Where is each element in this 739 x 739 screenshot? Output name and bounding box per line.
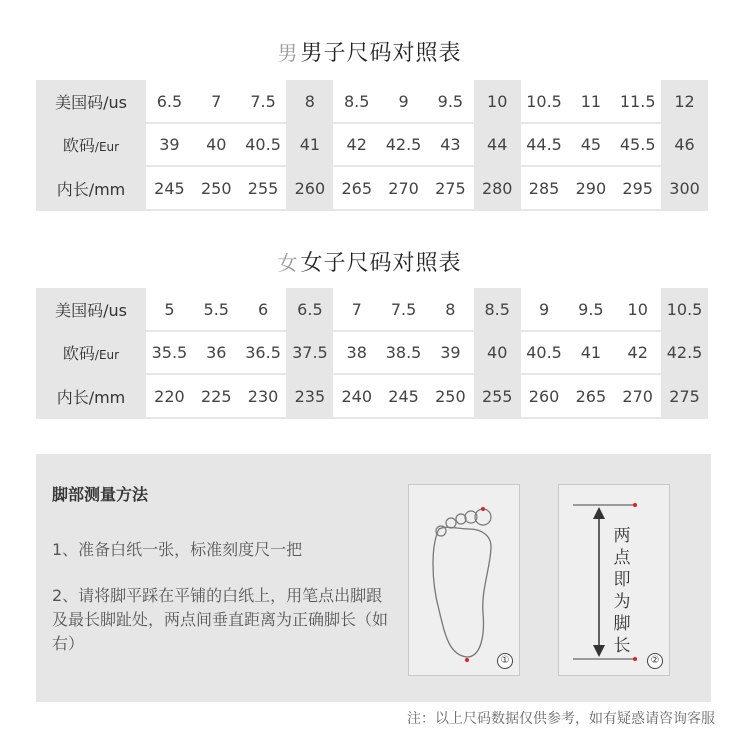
foot-outline-panel bbox=[408, 484, 520, 676]
size-cell: 42 bbox=[614, 331, 661, 374]
size-cell: 255 bbox=[240, 166, 287, 210]
row-label-text: 欧码 bbox=[62, 344, 95, 363]
foot-measure-section bbox=[36, 454, 711, 702]
size-cell: 42.5 bbox=[380, 123, 427, 166]
size-cell: 41 bbox=[567, 331, 614, 374]
measure-heading: 脚部测量方法 bbox=[52, 485, 149, 504]
size-cell: 5 bbox=[146, 288, 193, 331]
women-title-text: 女子尺码对照表 bbox=[300, 251, 462, 276]
size-cell: 5.5 bbox=[193, 288, 240, 331]
size-cell: 295 bbox=[614, 166, 661, 210]
size-cell: 40.5 bbox=[521, 331, 568, 374]
size-cell: 230 bbox=[240, 374, 287, 418]
row-label-text: 欧码 bbox=[62, 136, 95, 155]
title-strike-prefix: 女 bbox=[277, 251, 299, 275]
row-label-unit: /Eur bbox=[94, 140, 120, 154]
size-cell: 37.5 bbox=[286, 331, 333, 374]
size-cell: 260 bbox=[286, 166, 333, 210]
size-cell: 9 bbox=[521, 288, 568, 331]
size-cell: 225 bbox=[193, 374, 240, 418]
size-cell: 43 bbox=[427, 123, 474, 166]
table-row bbox=[36, 288, 708, 331]
size-cell: 11.5 bbox=[614, 80, 661, 123]
size-cell: 250 bbox=[427, 374, 474, 418]
women-size-table bbox=[36, 288, 708, 419]
disclaimer-note: 注：以上尺码数据仅供参考，如有疑惑请咨询客服 bbox=[407, 711, 715, 727]
table-row bbox=[36, 166, 708, 210]
row-label-text: 美国码/us bbox=[55, 300, 127, 320]
size-cell: 270 bbox=[614, 374, 661, 418]
size-cell: 36 bbox=[193, 331, 240, 374]
size-cell: 39 bbox=[146, 123, 193, 166]
size-cell: 10 bbox=[614, 288, 661, 331]
size-cell: 270 bbox=[380, 166, 427, 210]
foot-outline-icon bbox=[409, 485, 519, 675]
size-cell: 245 bbox=[380, 374, 427, 418]
size-cell: 8 bbox=[286, 80, 333, 123]
row-label bbox=[36, 288, 146, 331]
size-cell: 9.5 bbox=[567, 288, 614, 331]
size-cell: 290 bbox=[567, 166, 614, 210]
size-cell: 265 bbox=[567, 374, 614, 418]
size-cell: 45.5 bbox=[614, 123, 661, 166]
size-cell: 220 bbox=[146, 374, 193, 418]
size-cell: 7 bbox=[193, 80, 240, 123]
size-cell: 36.5 bbox=[240, 331, 287, 374]
panel-number-badge: ② bbox=[647, 653, 663, 669]
size-cell: 6.5 bbox=[286, 288, 333, 331]
size-cell: 42.5 bbox=[661, 331, 708, 374]
size-cell: 6 bbox=[240, 288, 287, 331]
foot-length-panel bbox=[558, 484, 670, 676]
size-cell: 44 bbox=[474, 123, 521, 166]
size-cell: 11 bbox=[567, 80, 614, 123]
size-cell: 9.5 bbox=[427, 80, 474, 123]
table-row bbox=[36, 374, 708, 418]
size-cell: 35.5 bbox=[146, 331, 193, 374]
women-size-chart-title bbox=[0, 246, 739, 277]
size-cell: 42 bbox=[333, 123, 380, 166]
size-cell: 8.5 bbox=[474, 288, 521, 331]
men-title-text: 男子尺码对照表 bbox=[300, 41, 462, 66]
size-cell: 40 bbox=[474, 331, 521, 374]
size-cell: 38.5 bbox=[380, 331, 427, 374]
table-row bbox=[36, 123, 708, 166]
size-cell: 44.5 bbox=[521, 123, 568, 166]
measure-step-1: 1、准备白纸一张，标准刻度尺一把 bbox=[52, 540, 303, 559]
row-label bbox=[36, 374, 146, 418]
size-cell: 285 bbox=[521, 166, 568, 210]
measure-step-2: 2、请将脚平踩在平铺的白纸上，用笔点出脚跟及最长脚趾处，两点间垂直距离为正确脚长（如右） bbox=[52, 586, 389, 653]
size-cell: 240 bbox=[333, 374, 380, 418]
men-size-chart-title bbox=[0, 36, 739, 67]
title-strike-prefix: 男 bbox=[277, 41, 299, 65]
size-cell: 275 bbox=[661, 374, 708, 418]
size-cell: 10 bbox=[474, 80, 521, 123]
size-cell: 12 bbox=[661, 80, 708, 123]
size-cell: 260 bbox=[521, 374, 568, 418]
panel-number-badge: ① bbox=[497, 653, 513, 669]
size-cell: 10.5 bbox=[521, 80, 568, 123]
size-cell: 250 bbox=[193, 166, 240, 210]
size-cell: 8.5 bbox=[333, 80, 380, 123]
size-cell: 41 bbox=[286, 123, 333, 166]
size-cell: 40 bbox=[193, 123, 240, 166]
size-cell: 265 bbox=[333, 166, 380, 210]
row-label-text: 内长/mm bbox=[56, 387, 126, 407]
size-cell: 280 bbox=[474, 166, 521, 210]
size-cell: 300 bbox=[661, 166, 708, 210]
row-label bbox=[36, 331, 146, 374]
size-cell: 10.5 bbox=[661, 288, 708, 331]
size-cell: 275 bbox=[427, 166, 474, 210]
size-cell: 245 bbox=[146, 166, 193, 210]
size-cell: 46 bbox=[661, 123, 708, 166]
row-label-unit: /Eur bbox=[94, 348, 120, 362]
size-cell: 40.5 bbox=[240, 123, 287, 166]
size-cell: 6.5 bbox=[146, 80, 193, 123]
size-cell: 45 bbox=[567, 123, 614, 166]
size-cell: 7 bbox=[333, 288, 380, 331]
row-label-text: 美国码/us bbox=[55, 92, 127, 112]
two-points-label: 两点即为脚长 bbox=[613, 526, 631, 656]
size-cell: 9 bbox=[380, 80, 427, 123]
table-row bbox=[36, 331, 708, 374]
size-cell: 38 bbox=[333, 331, 380, 374]
row-label-text: 内长/mm bbox=[56, 179, 126, 199]
size-cell: 235 bbox=[286, 374, 333, 418]
size-cell: 255 bbox=[474, 374, 521, 418]
size-cell: 7.5 bbox=[380, 288, 427, 331]
size-cell: 39 bbox=[427, 331, 474, 374]
row-label bbox=[36, 123, 146, 166]
row-label bbox=[36, 80, 146, 123]
table-row bbox=[36, 80, 708, 123]
row-label bbox=[36, 166, 146, 210]
size-cell: 7.5 bbox=[240, 80, 287, 123]
men-size-table bbox=[36, 80, 708, 211]
size-cell: 8 bbox=[427, 288, 474, 331]
